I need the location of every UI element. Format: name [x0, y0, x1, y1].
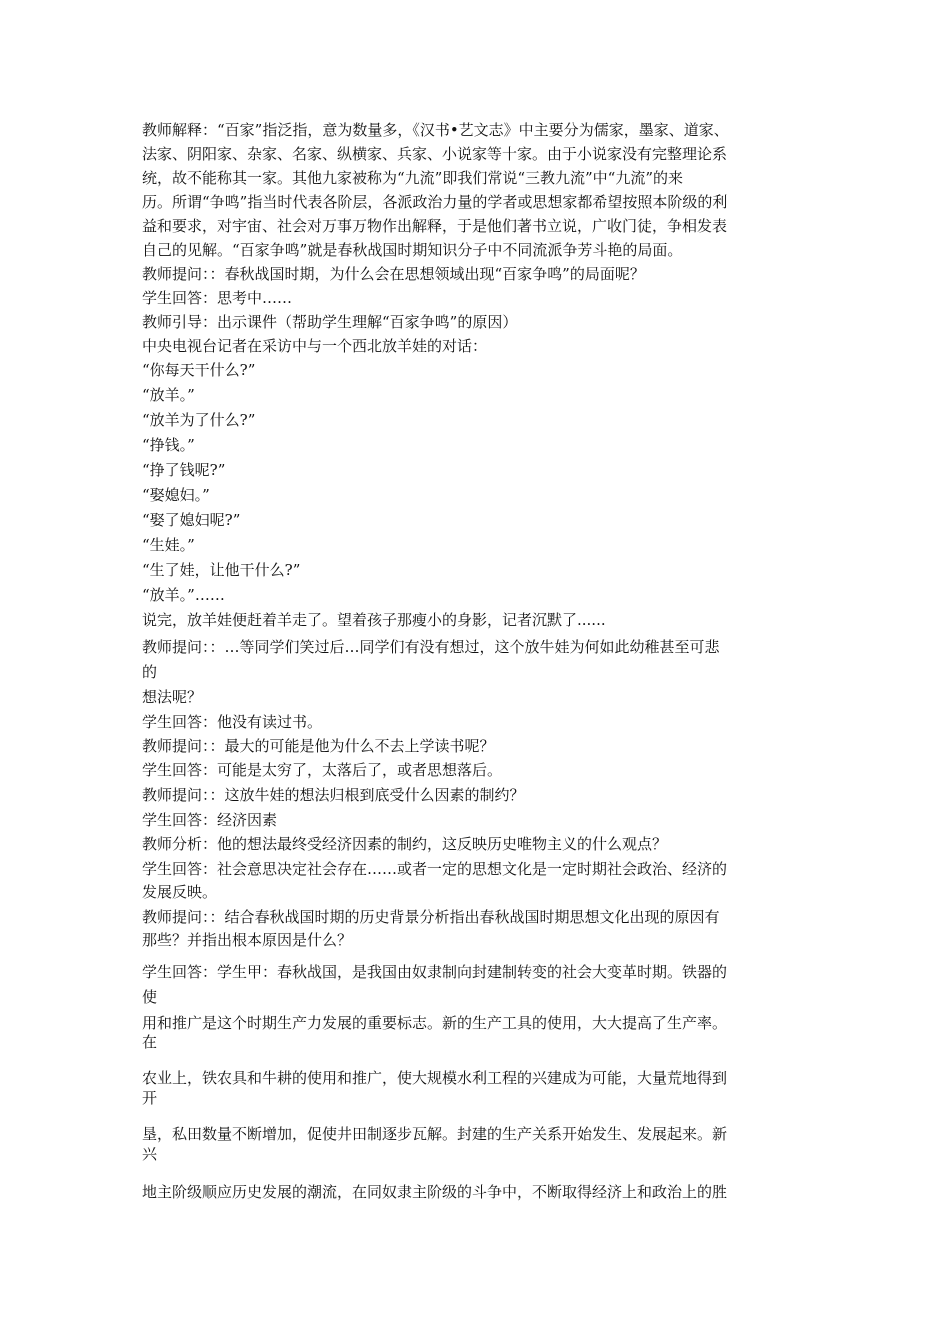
text-line: 中央电视台记者在采访中与一个西北放羊娃的对话：: [142, 337, 488, 355]
text-line: 学生回答：可能是太穷了，太落后了，或者思想落后。: [142, 761, 503, 779]
text-line: 在: [142, 1033, 158, 1051]
text-line: 发展反映。: [142, 883, 218, 901]
text-line: 教师提问：：最大的可能是他为什么不去上学读书呢？: [142, 737, 495, 755]
text-line: 用和推广是这个时期生产力发展的重要标志。新的生产工具的使用，大大提高了生产率。: [142, 1014, 728, 1032]
text-line: 使: [142, 988, 158, 1006]
text-line: 教师解释：“百家”指泛指，意为数量多，《汉书•艺文志》中主要分为儒家，墨家、道家、: [142, 121, 729, 139]
text-line: “放羊为了什么?”: [142, 411, 256, 429]
text-line: 开: [142, 1089, 158, 1107]
text-line: 教师提问：：…等同学们笑过后…同学们有没有想过，这个放牛娃为何如此幼稚甚至可悲: [142, 638, 720, 656]
text-line: “生了娃，让他干什么?”: [142, 561, 301, 579]
text-line: 法家、阴阳家、杂家、名家、纵横家、兵家、小说家等十家。由于小说家没有完整理论系: [142, 145, 728, 163]
text-line: 农业上，铁农具和牛耕的使用和推广，使大规模水利工程的兴建成为可能，大量荒地得到: [142, 1069, 728, 1087]
text-line: 教师引导：出示课件（帮助学生理解“百家争鸣”的原因）: [142, 313, 518, 331]
text-line: “挣了钱呢?”: [142, 461, 226, 479]
text-line: 学生回答：经济因素: [142, 811, 278, 829]
text-line: 兴: [142, 1145, 158, 1163]
text-line: “生娃。”: [142, 536, 195, 554]
text-line: 那些？并指出根本原因是什么？: [142, 931, 353, 949]
text-line: 教师提问：：春秋战国时期，为什么会在思想领域出现“百家争鸣”的局面呢？: [142, 265, 645, 283]
text-line: “放羊。”: [142, 386, 195, 404]
text-line: 地主阶级顺应历史发展的潮流，在同奴隶主阶级的斗争中，不断取得经济上和政治上的胜: [142, 1183, 728, 1201]
text-line: 学生回答：思考中……: [142, 289, 293, 307]
text-line: “放羊。”……: [142, 586, 225, 604]
text-line: “挣钱。”: [142, 436, 195, 454]
text-line: “娶了媳妇呢?”: [142, 511, 241, 529]
text-line: 教师提问：：结合春秋战国时期的历史背景分析指出春秋战国时期思想文化出现的原因有: [142, 908, 720, 926]
text-line: 历。所谓“争鸣”指当时代表各阶层，各派政治力量的学者或思想家都希望按照本阶级的利: [142, 193, 728, 211]
text-line: 统，故不能称其一家。其他九家被称为“九流”即我们常说“三教九流”中“九流”的来: [142, 169, 684, 187]
text-line: 学生回答：社会意思决定社会存在……或者一定的思想文化是一定时期社会政治、经济的: [142, 860, 728, 878]
text-line: 教师分析：他的想法最终受经济因素的制约，这反映历史唯物主义的什么观点？: [142, 835, 668, 853]
text-line: 益和要求，对宇宙、社会对万事万物作出解释，于是他们著书立说，广收门徒，争相发表: [142, 217, 728, 235]
text-line: “你每天干什么?”: [142, 361, 256, 379]
text-line: 垦，私田数量不断增加，促使井田制逐步瓦解。封建的生产关系开始发生、发展起来。新: [142, 1125, 728, 1143]
text-line: 想法呢？: [142, 688, 203, 706]
text-line: 说完，放羊娃便赶着羊走了。望着孩子那瘦小的身影，记者沉默了......: [142, 611, 606, 629]
text-line: 自己的见解。“百家争鸣”就是春秋战国时期知识分子中不同流派争芳斗艳的局面。: [142, 241, 683, 259]
text-line: “娶媳妇。”: [142, 486, 210, 504]
text-line: 学生回答：他没有读过书。: [142, 713, 323, 731]
text-line: 的: [142, 663, 158, 681]
text-line: 教师提问：：这放牛娃的想法归根到底受什么因素的制约？: [142, 786, 525, 804]
text-line: 学生回答：学生甲：春秋战国，是我国由奴隶制向封建制转变的社会大变革时期。铁器的: [142, 963, 728, 981]
